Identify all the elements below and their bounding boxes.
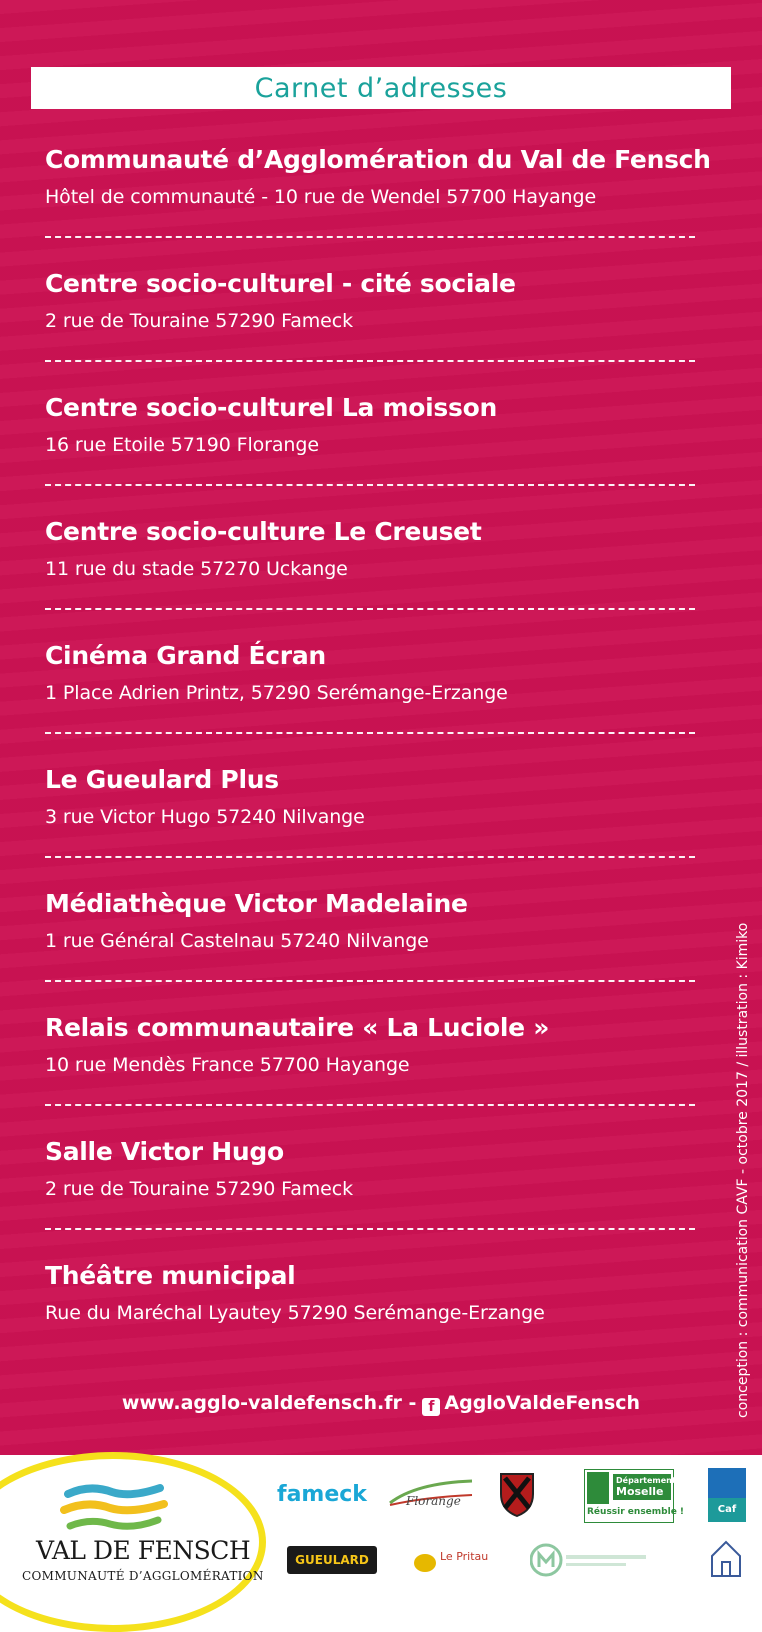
address-entry (45, 392, 695, 516)
logo-title: VAL DE FENSCH (36, 1536, 251, 1565)
venue-address: Rue du Maréchal Lyautey 57290 Serémange-Erzange (45, 1302, 545, 1324)
address-entry (45, 516, 695, 640)
moselle-tagline: Réussir ensemble ! (587, 1507, 685, 1517)
venue-address: 3 rue Victor Hugo 57240 Nilvange (45, 806, 365, 828)
dashed-divider (45, 732, 695, 734)
caf-star-icon (708, 1468, 746, 1498)
venue-name: Salle Victor Hugo (45, 1137, 284, 1166)
venue-address: 2 rue de Touraine 57290 Fameck (45, 1178, 354, 1200)
venue-address: 10 rue Mendès France 57700 Hayange (45, 1054, 410, 1076)
venue-address: 16 rue Etoile 57190 Florange (45, 434, 319, 456)
venue-name: Centre socio-culturel - cité sociale (45, 269, 516, 298)
venue-address: 11 rue du stade 57270 Uckange (45, 558, 348, 580)
venue-name: Relais communautaire « La Luciole » (45, 1013, 550, 1042)
dashed-divider (45, 1104, 695, 1106)
moselle-line2: Moselle (616, 1485, 664, 1498)
fameck-logo: fameck (277, 1482, 367, 1507)
mediatheque-logo-icon (530, 1541, 650, 1579)
facebook-icon: f (422, 1398, 440, 1416)
address-list (45, 144, 711, 1384)
dashed-divider (45, 484, 695, 486)
dashed-divider (45, 360, 695, 362)
contact-line (0, 1392, 762, 1416)
venue-name: Théâtre municipal (45, 1261, 296, 1290)
caf-logo (708, 1468, 746, 1526)
venue-name: Médiathèque Victor Madelaine (45, 889, 468, 918)
address-entry (45, 764, 695, 888)
address-entry (45, 144, 711, 268)
dashed-divider (45, 980, 695, 982)
moselle-logo (584, 1469, 685, 1523)
pritau-logo: Le Pritau (440, 1550, 489, 1563)
pritau-mascot-icon (414, 1554, 436, 1572)
website-link[interactable]: www.agglo-valdefensch.fr - (121, 1392, 417, 1414)
venue-name: Centre socio-culture Le Creuset (45, 517, 482, 546)
credit-text: conception : communication CAVF - octobre 2017 / illustration : Kimiko (735, 922, 751, 1418)
address-entry (45, 268, 695, 392)
page-title: Carnet d’adresses (254, 72, 508, 104)
hayange-coat-of-arms-icon (497, 1468, 537, 1518)
dashed-divider (45, 608, 695, 610)
florange-logo-icon (386, 1475, 476, 1513)
venue-name: Communauté d’Agglomération du Val de Fensch (45, 145, 711, 174)
luciole-house-icon (708, 1536, 744, 1584)
caf-label: Caf (708, 1498, 746, 1522)
address-entry (45, 640, 695, 764)
venue-address: 2 rue de Touraine 57290 Fameck (45, 310, 354, 332)
val-de-fensch-logo-icon (60, 1480, 170, 1540)
venue-address: Hôtel de communauté - 10 rue de Wendel 57700 Hayange (45, 186, 597, 208)
address-entry (45, 888, 695, 1012)
address-entry (45, 1012, 695, 1136)
address-entry (45, 1136, 695, 1260)
venue-name: Cinéma Grand Écran (45, 641, 326, 670)
dashed-divider (45, 236, 695, 238)
moselle-label-box (613, 1474, 676, 1500)
dashed-divider (45, 856, 695, 858)
address-entry (45, 1260, 695, 1384)
facebook-link[interactable]: AggloValdeFensch (444, 1392, 641, 1414)
logo-subtitle: COMMUNAUTÉ D’AGGLOMÉRATION (22, 1569, 264, 1583)
venue-address: 1 Place Adrien Printz, 57290 Serémange-Erzange (45, 682, 508, 704)
moselle-line1: Département (616, 1476, 676, 1485)
dashed-divider (45, 1228, 695, 1230)
svg-text:Florange: Florange (406, 1494, 461, 1508)
venue-address: 1 rue Général Castelnau 57240 Nilvange (45, 930, 429, 952)
moselle-map-icon (587, 1472, 609, 1504)
gueulard-logo: GUEULARD (287, 1546, 377, 1574)
venue-name: Centre socio-culturel La moisson (45, 393, 497, 422)
venue-name: Le Gueulard Plus (45, 765, 279, 794)
title-banner (31, 67, 731, 109)
